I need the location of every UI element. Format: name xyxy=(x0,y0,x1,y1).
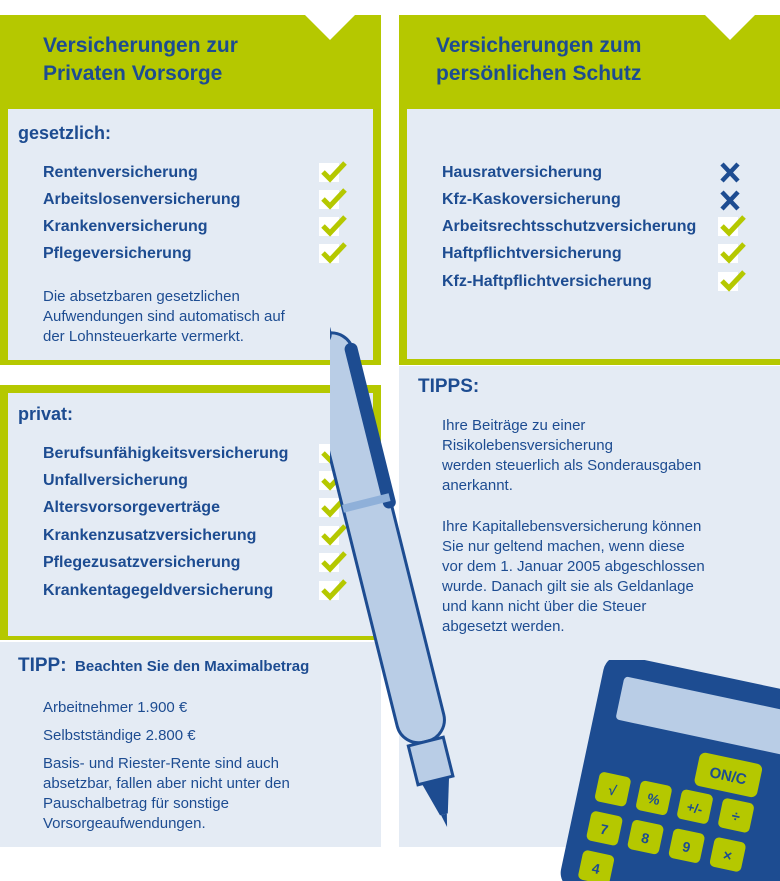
protection-item: Arbeitsrechtsschutzversicherung xyxy=(442,218,697,235)
statutory-item: Arbeitslosenversicherung xyxy=(43,191,241,208)
calc-key-plusminus: +/- xyxy=(685,799,704,818)
statutory-note: Die absetzbaren gesetzlichen Aufwendungen sind automatisch auf der Lohnsteuerkarte vermerkt. xyxy=(43,288,285,345)
statutory-item: Pflegeversicherung xyxy=(43,245,192,262)
left-header-title: Versicherungen zur Privaten Vorsorge xyxy=(43,34,238,85)
private-item: Altersvorsorgeverträge xyxy=(43,499,220,516)
left-header-notch xyxy=(305,15,355,40)
private-item: Krankenzusatzversicherung xyxy=(43,527,257,544)
private-item: Pflegezusatzversicherung xyxy=(43,554,241,571)
pen-illustration xyxy=(330,305,480,835)
tipp-employee: Arbeitnehmer 1.900 € xyxy=(43,699,188,716)
tipps-paragraph-2: Ihre Kapitallebensversicherung können Sie nur geltend machen, wenn diese vor dem 1. Januar 2005 abgeschlossen wurde. Danach gilt sie als Geldanlage und kann nicht über die Steuer abgesetzt werden. xyxy=(442,518,705,635)
tipp-self-employed: Selbstständige 2.800 € xyxy=(43,727,196,744)
calc-key-multiply: × xyxy=(721,846,734,866)
right-header-notch xyxy=(705,15,755,40)
private-heading: privat: xyxy=(18,404,74,424)
tipps-heading: TIPPS: xyxy=(418,376,480,397)
check-icon xyxy=(717,241,747,265)
private-item: Berufsunfähigkeitsversicherung xyxy=(43,445,289,462)
check-icon xyxy=(717,269,747,293)
tipp-label: TIPP: xyxy=(18,655,67,676)
check-icon xyxy=(318,241,348,265)
protection-item: Kfz-Kaskoversicherung xyxy=(442,191,621,208)
check-icon xyxy=(318,160,348,184)
calc-key-divide: ÷ xyxy=(729,807,742,827)
calc-key-percent: % xyxy=(645,789,662,809)
check-icon xyxy=(318,187,348,211)
calc-key-8: 8 xyxy=(639,829,651,847)
cross-icon xyxy=(717,189,747,213)
protection-item: Kfz-Haftpflichtversicherung xyxy=(442,273,652,290)
calc-key-9: 9 xyxy=(680,838,692,856)
tipp-header xyxy=(18,655,309,677)
private-item: Unfallversicherung xyxy=(43,472,188,489)
tipps-paragraph-1: Ihre Beiträge zu einer Risikolebensversicherung werden steuerlich als Sonderausgaben anerkannt. xyxy=(442,417,702,494)
tipp-paragraph: Basis- und Riester-Rente sind auch absetzbar, fallen aber nicht unter den Pauschalbetrag für sonstige Vorsorgeaufwendungen. xyxy=(43,755,290,832)
protection-item: Hausratversicherung xyxy=(442,164,603,181)
cross-icon xyxy=(717,161,747,185)
check-icon xyxy=(717,214,747,238)
calc-key-4: 4 xyxy=(590,859,602,878)
calc-key-sqrt: √ xyxy=(607,781,619,799)
check-icon xyxy=(318,214,348,238)
calc-key-on: ON/C xyxy=(707,764,749,789)
right-header-title: Versicherungen zum persönlichen Schutz xyxy=(436,34,642,85)
statutory-item: Krankenversicherung xyxy=(43,218,208,235)
protection-item: Haftpflichtversicherung xyxy=(442,245,622,262)
private-item: Krankentagegeldversicherung xyxy=(43,582,274,599)
statutory-item: Rentenversicherung xyxy=(43,164,198,181)
calc-key-7: 7 xyxy=(598,820,610,838)
calculator-illustration xyxy=(548,660,780,881)
tipp-title: Beachten Sie den Maximalbetrag xyxy=(75,658,310,675)
statutory-heading: gesetzlich: xyxy=(18,123,112,143)
